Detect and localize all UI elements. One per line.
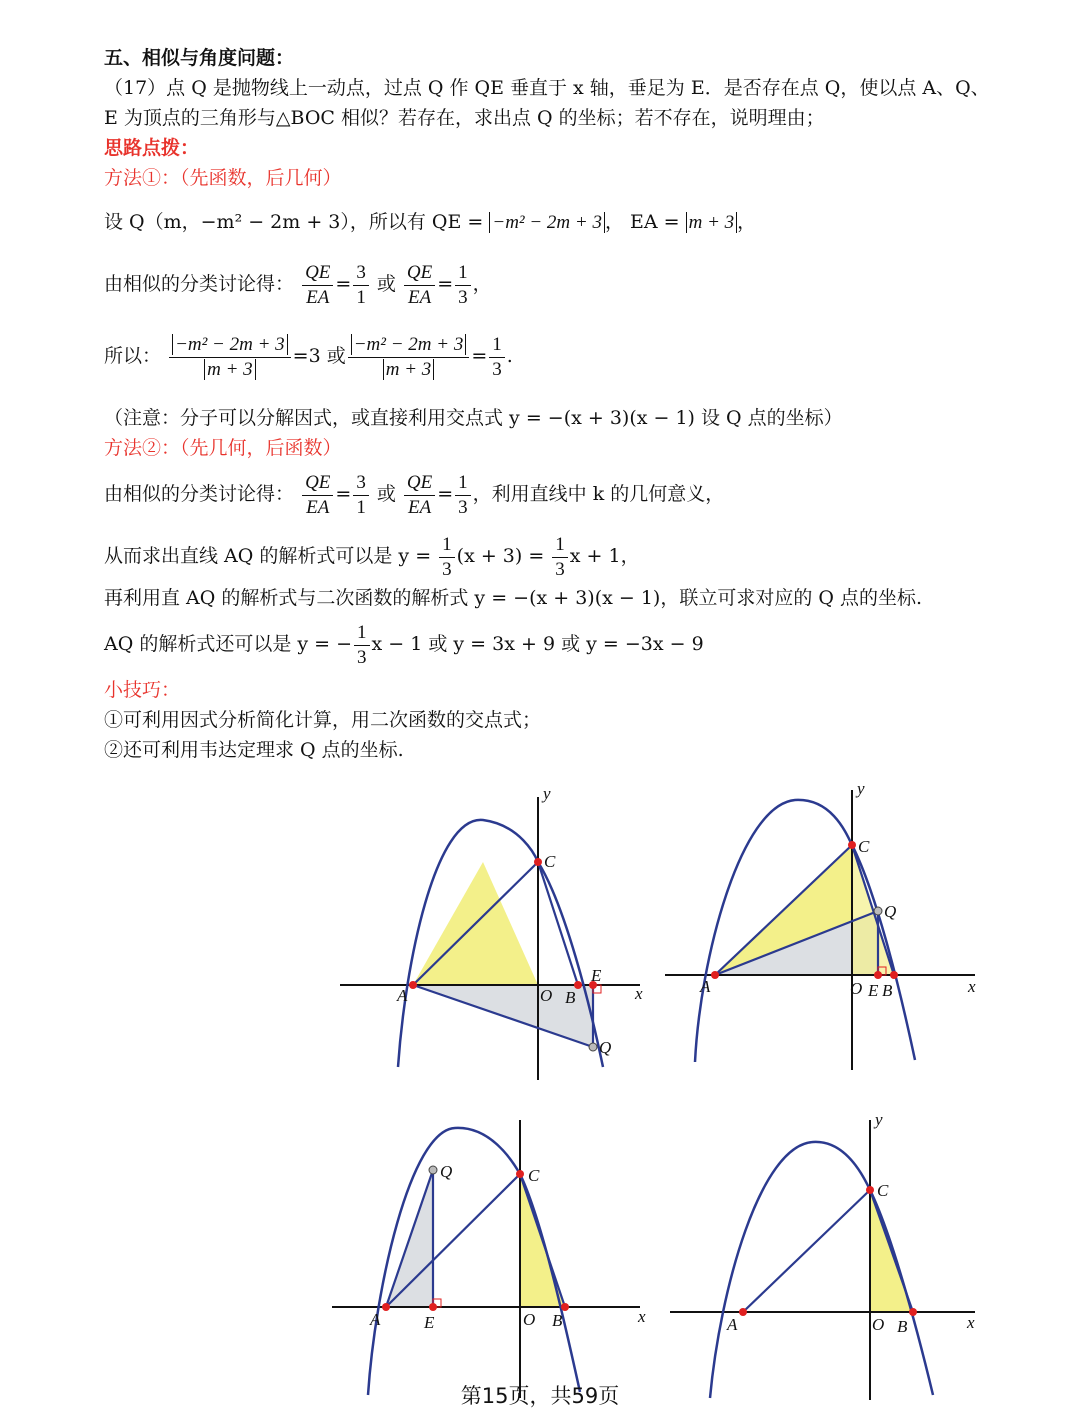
label-x: x bbox=[638, 1307, 646, 1326]
big-frac-den: m + 3 bbox=[204, 359, 256, 380]
label-a: A bbox=[700, 977, 711, 996]
fraction-1-3-b: $\frac{1}{3}$ bbox=[489, 333, 505, 382]
label-x: x bbox=[635, 984, 643, 1003]
big-frac-den: m + 3 bbox=[383, 359, 435, 380]
set-line-text: 设 Q（m，−m² − 2m + 3），所以有 QE = bbox=[104, 211, 490, 233]
label-a: A bbox=[727, 1315, 738, 1334]
label-c: C bbox=[858, 837, 870, 856]
label-o: O bbox=[872, 1315, 885, 1334]
point-q bbox=[429, 1166, 437, 1174]
point-e bbox=[874, 971, 882, 979]
point-q bbox=[874, 907, 882, 915]
label-e: E bbox=[424, 1313, 435, 1332]
label-y: y bbox=[543, 785, 551, 803]
fraction-3-1 bbox=[353, 261, 369, 310]
figure-2 bbox=[660, 780, 990, 1080]
point-b bbox=[909, 1308, 917, 1316]
ea-label: ， EA = bbox=[604, 211, 686, 233]
set-line-tail: ， bbox=[737, 211, 757, 233]
method2-title: 方法②：（先几何，后函数） bbox=[104, 437, 342, 459]
frac-num: QE bbox=[302, 261, 333, 286]
classify-text: 由相似的分类讨论得： bbox=[104, 273, 295, 295]
point-b bbox=[561, 1303, 569, 1311]
label-c: C bbox=[528, 1166, 540, 1185]
ea-abs: m + 3 bbox=[686, 212, 738, 233]
figure-4 bbox=[665, 1110, 985, 1400]
point-c bbox=[516, 1170, 524, 1178]
label-o: O bbox=[523, 1310, 536, 1329]
big-fraction-1 bbox=[169, 333, 291, 382]
fraction-qe-ea-2 bbox=[404, 261, 435, 310]
method2-again: 再利用直 AQ 的解析式与二次函数的解析式 y = −(x + 3)(x − 1)，联立可求对应的 Q 点的坐标. bbox=[104, 587, 923, 609]
label-b: B bbox=[882, 981, 893, 1000]
label-a: A bbox=[370, 1310, 381, 1329]
method2-also: AQ 的解析式还可以是 y = − $\frac{1}{3}$ x − 1 或 y = 3x + 9 或 y = −3x − 9 bbox=[104, 621, 704, 668]
frac-num: QE bbox=[404, 261, 435, 286]
label-q: Q bbox=[440, 1162, 453, 1181]
or-text: 或 bbox=[376, 273, 396, 295]
problem-line-1: （17）点 Q 是抛物线上一动点，过点 Q 作 QE 垂直于 x 轴，垂足为 E．是否存在点 Q，使以点 A、Q、 bbox=[104, 77, 990, 99]
tip-2: ②还可利用韦达定理求 Q 点的坐标. bbox=[104, 739, 404, 761]
label-c: C bbox=[877, 1181, 889, 1200]
frac-num: 1 bbox=[455, 261, 471, 286]
label-o: O bbox=[850, 979, 863, 998]
problem-line-2: E 为顶点的三角形与△BOC 相似？若存在，求出点 Q 的坐标；若不存在，说明理由； bbox=[104, 107, 825, 129]
frac-den: EA bbox=[407, 286, 432, 308]
method1-title: 方法①：（先函数，后几何） bbox=[104, 167, 342, 189]
segment-ac bbox=[743, 1190, 870, 1312]
method1-note: （注意：分子可以分解因式，或直接利用交点式 y = −(x + 3)(x − 1) 设 Q 点的坐标） bbox=[104, 407, 843, 429]
point-c bbox=[534, 858, 542, 866]
tip-1: ①可利用因式分析简化计算，用二次函数的交点式； bbox=[104, 709, 542, 731]
big-fraction-2 bbox=[348, 333, 470, 382]
fraction-qe-ea bbox=[302, 261, 333, 310]
label-b: B bbox=[897, 1317, 908, 1336]
point-a bbox=[409, 981, 417, 989]
tips-title: 小技巧： bbox=[104, 679, 181, 701]
label-x: x bbox=[968, 977, 976, 996]
label-c: C bbox=[544, 852, 556, 871]
big-frac-num: −m² − 2m + 3 bbox=[172, 334, 288, 355]
label-b: B bbox=[565, 988, 576, 1007]
label-q: Q bbox=[884, 902, 897, 921]
method1-set-line bbox=[104, 208, 756, 237]
label-e: E bbox=[868, 981, 879, 1000]
point-b bbox=[890, 971, 898, 979]
qe-abs: −m² − 2m + 3 bbox=[489, 212, 605, 233]
label-y: y bbox=[875, 1110, 883, 1129]
point-a bbox=[711, 971, 719, 979]
page-footer: 第15页，共59页 bbox=[460, 1384, 620, 1408]
point-c bbox=[848, 841, 856, 849]
parabola bbox=[368, 1128, 580, 1395]
big-frac-num: −m² − 2m + 3 bbox=[351, 334, 467, 355]
label-o: O bbox=[540, 986, 553, 1005]
eq3-or: =3 或 bbox=[292, 345, 346, 367]
section-title: 五、相似与角度问题： bbox=[104, 47, 295, 69]
method1-classify: 由相似的分类讨论得： $\frac{QE}{EA}$ = $\frac{3}{1}$ 或 $\frac{QE}{EA}$ = $\frac{1}{3}$ ， bbox=[104, 261, 492, 308]
frac-den: 3 bbox=[458, 286, 468, 308]
label-q: Q bbox=[599, 1038, 612, 1057]
frac-den: EA bbox=[306, 286, 330, 308]
point-c bbox=[866, 1186, 874, 1194]
point-a bbox=[739, 1308, 747, 1316]
point-e bbox=[429, 1303, 437, 1311]
figure-3 bbox=[330, 1120, 660, 1400]
parabola bbox=[710, 1142, 933, 1398]
method1-so: 所以： $\frac{\text{−m² − 2m + 3}}{m + 3}$ =3 或 $\frac{\text{−m² − 2m + 3}}{m + 3}$ = $\frac{1}{3}$ . bbox=[104, 333, 513, 380]
frac-den: 1 bbox=[356, 286, 366, 308]
label-y: y bbox=[857, 780, 865, 798]
label-e: E bbox=[591, 966, 602, 985]
segment-cb bbox=[538, 862, 578, 985]
label-b: B bbox=[552, 1311, 563, 1330]
method2-line-aq: 从而求出直线 AQ 的解析式可以是 y = $\frac{1}{3}$ (x + 3) = $\frac{1}{3}$ x + 1， bbox=[104, 533, 640, 580]
point-a bbox=[382, 1303, 390, 1311]
fraction-1-3 bbox=[455, 261, 471, 310]
frac-num: 3 bbox=[353, 261, 369, 286]
figure-1 bbox=[335, 785, 655, 1085]
method2-classify: 由相似的分类讨论得： $\frac{QE}{EA}$ = $\frac{3}{1}$ 或 $\frac{QE}{EA}$ = $\frac{1}{3}$ ，利用直线中 k 的几何意义， bbox=[104, 471, 725, 518]
so-text: 所以： bbox=[104, 345, 162, 367]
label-a: A bbox=[397, 986, 408, 1005]
point-q bbox=[589, 1043, 597, 1051]
hint-title: 思路点拨： bbox=[104, 137, 200, 159]
label-x: x bbox=[967, 1313, 975, 1332]
